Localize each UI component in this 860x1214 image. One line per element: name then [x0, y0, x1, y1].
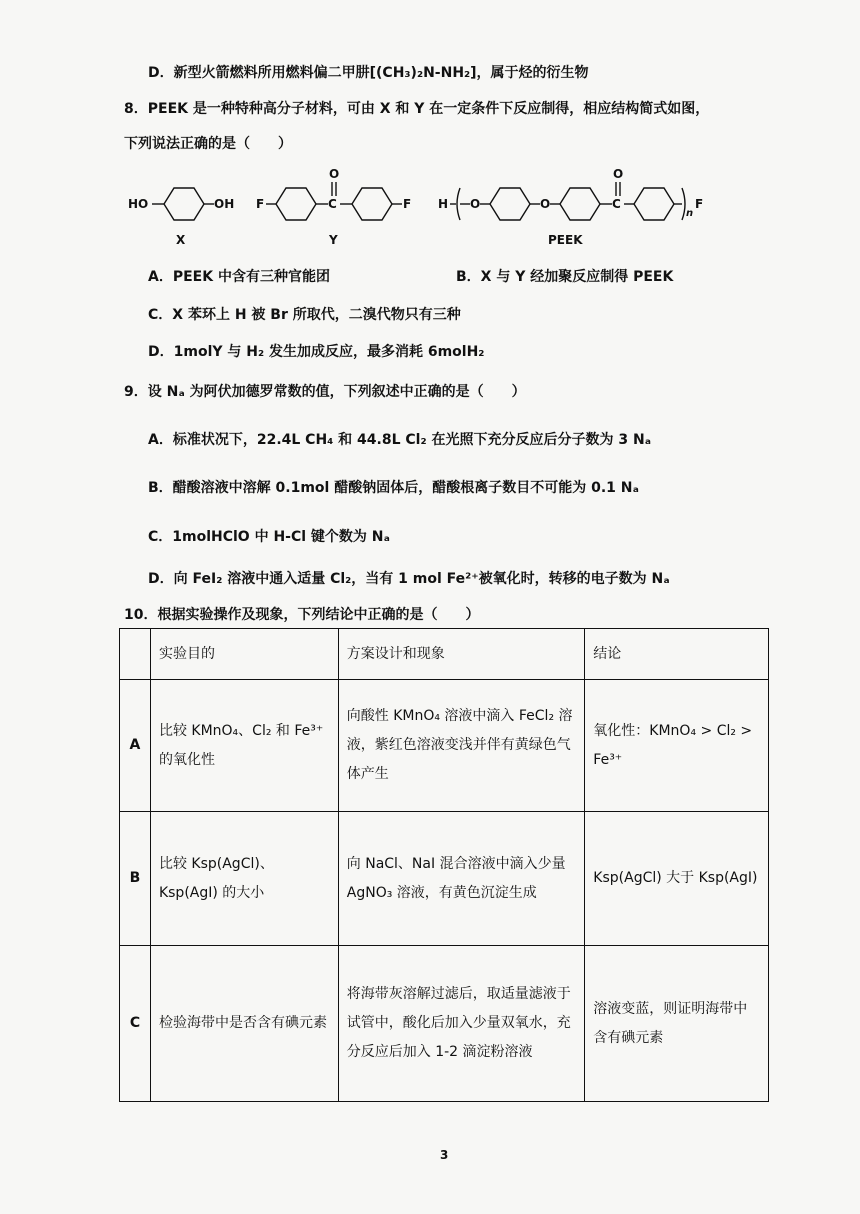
q8-option-c: C．X 苯环上 H 被 Br 所取代，二溴代物只有三种	[148, 307, 461, 323]
header-blank-cell	[120, 629, 151, 680]
x-label: X	[176, 233, 186, 247]
table-header-row	[120, 629, 769, 680]
chemical-structures	[120, 164, 720, 254]
peek-carbonyl-o: O	[613, 167, 624, 181]
row-purpose: 检验海带中是否含有碘元素	[150, 946, 338, 1102]
q7-option-d: D．新型火箭燃料所用燃料偏二甲肼[(CH₃)₂N-NH₂]，属于烃的衍生物	[148, 65, 589, 81]
row-design: 将海带灰溶解过滤后，取适量滤液于试管中，酸化后加入少量双氧水，充分反应后加入 1-2 滴淀粉溶液	[338, 946, 585, 1102]
q9-stem: 9．设 Nₐ 为阿伏加德罗常数的值，下列叙述中正确的是（ ）	[124, 384, 526, 400]
q8-stem-line2: 下列说法正确的是（ ）	[124, 136, 292, 152]
row-label: A	[120, 680, 151, 812]
q9-option-c: C．1molHClO 中 H-Cl 键个数为 Nₐ	[148, 529, 390, 545]
q9-option-a: A．标准状况下，22.4L CH₄ 和 44.8L Cl₂ 在光照下充分反应后分子数为 3 Nₐ	[148, 432, 652, 448]
q8-option-d: D．1molY 与 H₂ 发生加成反应，最多消耗 6molH₂	[148, 344, 485, 360]
row-conclusion: 氧化性：KMnO₄ > Cl₂ > Fe³⁺	[585, 680, 769, 812]
row-purpose: 比较 KMnO₄、Cl₂ 和 Fe³⁺ 的氧化性	[150, 680, 338, 812]
peek-o1: O	[470, 197, 481, 211]
peek-carbonyl-c: C	[612, 197, 621, 211]
y-f-left: F	[256, 197, 265, 211]
peek-f: F	[695, 197, 704, 211]
q8-stem-line1: 8．PEEK 是一种特种高分子材料，可由 X 和 Y 在一定条件下反应制得，相应结构简式如图，	[124, 101, 710, 117]
y-label: Y	[329, 233, 338, 247]
row-label: C	[120, 946, 151, 1102]
q9-option-b: B．醋酸溶液中溶解 0.1mol 醋酸钠固体后，醋酸根离子数目不可能为 0.1 Nₐ	[148, 480, 639, 496]
header-conclusion: 结论	[585, 629, 769, 680]
q8-option-b: B．X 与 Y 经加聚反应制得 PEEK	[456, 269, 674, 285]
y-f-right: F	[403, 197, 412, 211]
row-conclusion: Ksp(AgCl) 大于 Ksp(AgI)	[585, 812, 769, 946]
row-design: 向 NaCl、NaI 混合溶液中滴入少量 AgNO₃ 溶液，有黄色沉淀生成	[338, 812, 585, 946]
y-carbonyl-c: C	[328, 197, 337, 211]
peek-n: n	[686, 208, 694, 219]
q8-option-a: A．PEEK 中含有三种官能团	[148, 269, 330, 285]
row-purpose: 比较 Ksp(AgCl)、Ksp(AgI) 的大小	[150, 812, 338, 946]
y-carbonyl-o: O	[329, 167, 340, 181]
experiment-table	[119, 628, 769, 1102]
structure-drawing	[120, 164, 720, 254]
peek-h: H	[438, 197, 449, 211]
page-number: 3	[440, 1148, 449, 1162]
row-label: B	[120, 812, 151, 946]
x-oh: OH	[214, 197, 235, 211]
header-purpose: 实验目的	[150, 629, 338, 680]
table-row	[120, 946, 769, 1102]
peek-o2: O	[540, 197, 551, 211]
q10-stem: 10．根据实验操作及现象，下列结论中正确的是（ ）	[124, 607, 480, 623]
table-row	[120, 812, 769, 946]
row-conclusion: 溶液变蓝，则证明海带中含有碘元素	[585, 946, 769, 1102]
table-row	[120, 680, 769, 812]
header-design: 方案设计和现象	[338, 629, 585, 680]
q9-option-d: D．向 FeI₂ 溶液中通入适量 Cl₂，当有 1 mol Fe²⁺被氧化时，转移的电子数为 Nₐ	[148, 571, 670, 587]
row-design: 向酸性 KMnO₄ 溶液中滴入 FeCl₂ 溶液，紫红色溶液变浅并伴有黄绿色气体产生	[338, 680, 585, 812]
x-ho: HO	[128, 197, 149, 211]
peek-label: PEEK	[548, 233, 583, 247]
